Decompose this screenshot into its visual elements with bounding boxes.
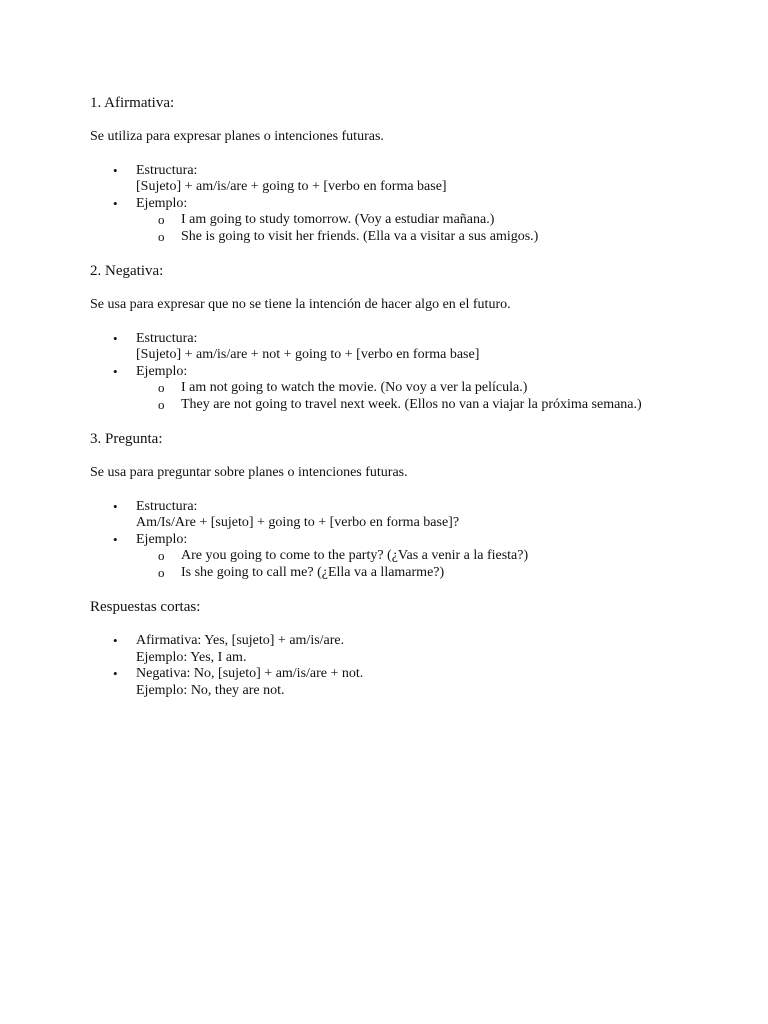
section-intro: Se utiliza para expresar planes o intenciones futuras. xyxy=(90,129,384,144)
structure-formula: [Sujeto] + am/is/are + not + going to + [verbo en forma base] xyxy=(136,347,480,362)
section-list xyxy=(90,331,708,414)
list-item-short-answer-negativa xyxy=(90,666,708,699)
section-intro: Se usa para expresar que no se tiene la intención de hacer algo en el futuro. xyxy=(90,297,511,312)
example-item: o I am going to study tomorrow. (Voy a estudiar mañana.) xyxy=(136,212,708,229)
structure-formula: [Sujeto] + am/is/are + going to + [verbo en forma base] xyxy=(136,179,447,194)
section-list xyxy=(90,163,708,246)
sub-list xyxy=(136,380,708,413)
example-label: • Ejemplo: xyxy=(136,531,188,547)
short-answer-rule: • Afirmativa: Yes, [sujeto] + am/is/are. xyxy=(136,633,345,648)
structure-label: • Estructura: xyxy=(136,330,198,346)
short-answer-example: Ejemplo: No, they are not. xyxy=(136,682,285,698)
structure-formula: Am/Is/Are + [sujeto] + going to + [verbo en forma base]? xyxy=(136,515,460,530)
example-item: o She is going to visit her friends. (Ella va a visitar a sus amigos.) xyxy=(136,229,708,246)
example-item: o I am not going to watch the movie. (No voy a ver la película.) xyxy=(136,380,708,397)
sub-list xyxy=(136,548,708,581)
short-answers-list xyxy=(90,633,708,699)
list-item-structure xyxy=(90,499,708,532)
section-intro: Se usa para preguntar sobre planes o intenciones futuras. xyxy=(90,465,408,480)
example-item: o Are you going to come to the party? (¿Vas a venir a la fiesta?) xyxy=(136,548,708,565)
list-item-example xyxy=(90,364,708,414)
section-list xyxy=(90,499,708,582)
section-heading-respuestas-cortas: Respuestas cortas: xyxy=(90,599,201,615)
example-label: • Ejemplo: xyxy=(136,195,188,211)
list-item-structure xyxy=(90,331,708,364)
list-item-short-answer-afirmativa xyxy=(90,633,708,666)
bullet-list xyxy=(90,633,708,699)
section-heading-negativa: 2. Negativa: xyxy=(90,263,164,279)
bullet-list xyxy=(90,499,708,582)
bullet-list xyxy=(90,163,708,246)
example-item: o They are not going to travel next week. (Ellos no van a viajar la próxima semana.) xyxy=(136,397,708,414)
sub-list xyxy=(136,212,708,245)
list-item-example xyxy=(90,532,708,582)
list-item-example xyxy=(90,196,708,246)
section-heading-pregunta: 3. Pregunta: xyxy=(90,431,163,447)
structure-label: • Estructura: xyxy=(136,162,198,178)
list-item-structure xyxy=(90,163,708,196)
structure-label: • Estructura: xyxy=(136,498,198,514)
example-label: • Ejemplo: xyxy=(136,363,188,379)
bullet-list xyxy=(90,331,708,414)
section-heading-afirmativa: 1. Afirmativa: xyxy=(90,95,175,111)
short-answer-rule: • Negativa: No, [sujeto] + am/is/are + not. xyxy=(136,666,364,681)
example-item: o Is she going to call me? (¿Ella va a llamarme?) xyxy=(136,565,708,582)
short-answer-example: Ejemplo: Yes, I am. xyxy=(136,649,247,665)
